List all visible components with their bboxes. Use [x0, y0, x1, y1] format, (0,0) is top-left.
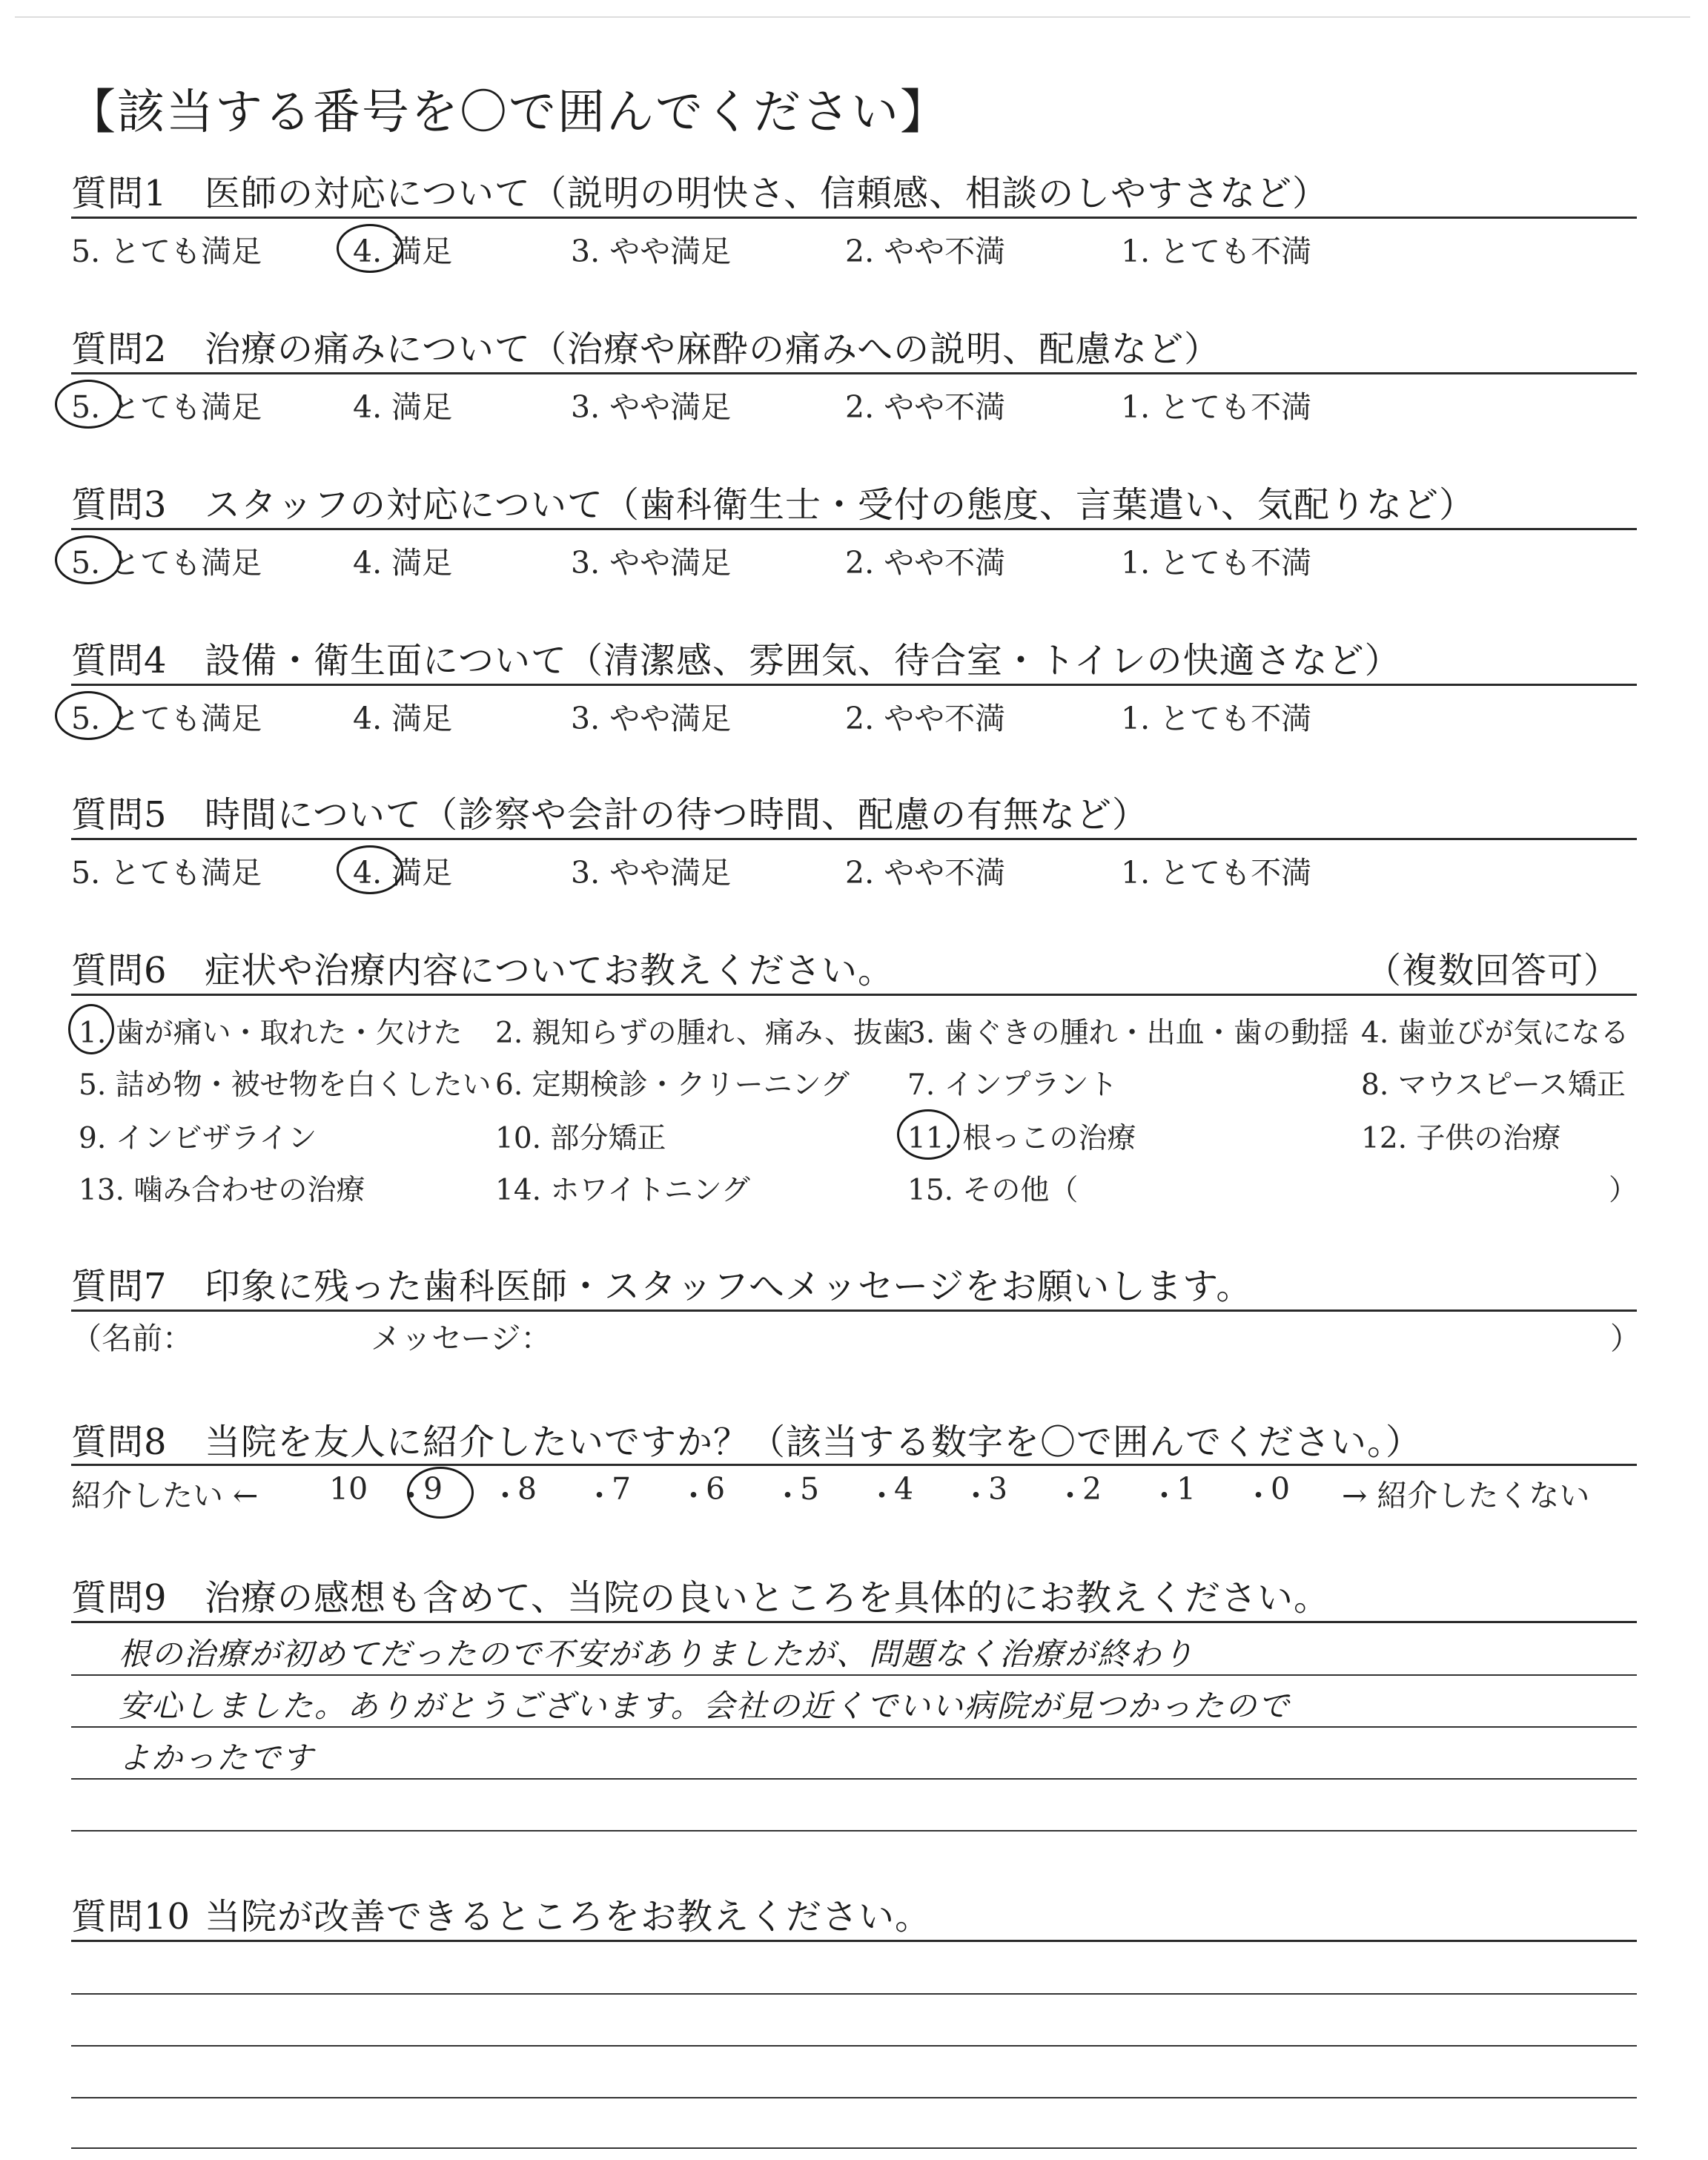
- q8-right-label: → 紹介したくない: [1342, 1478, 1590, 1513]
- q8-scale-5[interactable]: 5: [800, 1471, 820, 1507]
- q8-scale-separator: ・: [1243, 1478, 1274, 1513]
- scan-edge: [15, 16, 1690, 18]
- q7-message-label: メッセージ：: [371, 1321, 552, 1356]
- q8-selection-circle: [407, 1467, 474, 1519]
- q4-option-1[interactable]: 1. とても不満: [1121, 701, 1312, 736]
- q6-item-4[interactable]: 4. 歯並びが気になる: [1361, 1017, 1629, 1050]
- q9-answer-line-1: [71, 1674, 1637, 1676]
- q6-note: （複数回答可）: [1366, 950, 1621, 991]
- q8-scale-separator: ・: [867, 1478, 897, 1513]
- q6-item-close: ）: [1609, 1174, 1638, 1207]
- q7-name-label: （名前：: [71, 1321, 193, 1356]
- q1-text: 医師の対応について（説明の明快さ、信頼感、相談のしやすさなど）: [205, 173, 1329, 214]
- q1-rule: [71, 217, 1637, 219]
- q8-scale-4[interactable]: 4: [894, 1471, 914, 1507]
- q6-item-3[interactable]: 3. 歯ぐきの腫れ・出血・歯の動揺: [907, 1017, 1349, 1050]
- q10-answer-line-4: [71, 2147, 1637, 2149]
- q6-item-8[interactable]: 8. マウスピース矯正: [1361, 1069, 1626, 1102]
- q8-scale-separator: ・: [396, 1478, 426, 1513]
- q2-option-1[interactable]: 1. とても不満: [1121, 389, 1312, 425]
- q9-answer-line-2: [71, 1726, 1637, 1728]
- q4-rule: [71, 684, 1637, 686]
- q6-item-1[interactable]: 1. 歯が痛い・取れた・欠けた: [79, 1017, 463, 1050]
- q7-label: 質問7: [71, 1266, 168, 1307]
- q6-item-13[interactable]: 13. 噛み合わせの治療: [79, 1174, 365, 1207]
- q4-option-2[interactable]: 2. やや不満: [845, 701, 1006, 736]
- q7-text: 印象に残った歯科医師・スタッフへメッセージをお願いします。: [205, 1266, 1253, 1307]
- q2-option-3[interactable]: 3. やや満足: [571, 389, 732, 425]
- q2-option-4[interactable]: 4. 満足: [353, 389, 453, 425]
- q10-answer-line-3: [71, 2097, 1637, 2098]
- q5-option-3[interactable]: 3. やや満足: [571, 855, 732, 891]
- q3-label: 質問3: [71, 484, 168, 526]
- q9-label: 質問9: [71, 1577, 168, 1619]
- q3-selection-circle: [55, 535, 122, 584]
- q2-rule: [71, 372, 1637, 374]
- q8-scale-3[interactable]: 3: [988, 1471, 1008, 1507]
- q5-option-5[interactable]: 5. とても満足: [71, 855, 262, 891]
- q2-label: 質問2: [71, 328, 168, 370]
- q8-scale-0[interactable]: 0: [1271, 1471, 1291, 1507]
- q2-option-2[interactable]: 2. やや不満: [845, 389, 1006, 425]
- q8-scale-separator: ・: [1149, 1478, 1179, 1513]
- q9-answer-text-1: 根の治療が初めてだったので不安がありましたが、問題なく治療が終わり: [119, 1636, 1196, 1672]
- q4-option-3[interactable]: 3. やや満足: [571, 701, 732, 736]
- q5-option-1[interactable]: 1. とても不満: [1121, 855, 1312, 891]
- q1-label: 質問1: [71, 173, 168, 214]
- q5-text: 時間について（診察や会計の待つ時間、配慮の有無など）: [205, 794, 1149, 836]
- q9-answer-line-3: [71, 1778, 1637, 1780]
- q6-selection-circle-11: [897, 1109, 959, 1160]
- q4-text: 設備・衛生面について（清潔感、雰囲気、待合室・トイレの快適さなど）: [205, 640, 1401, 681]
- q8-scale-9[interactable]: 9: [423, 1471, 443, 1507]
- page-title: 【該当する番号を〇で囲んでください】: [68, 85, 949, 140]
- q8-scale-2[interactable]: 2: [1082, 1471, 1102, 1507]
- q8-scale-8[interactable]: 8: [517, 1471, 537, 1507]
- q1-option-5[interactable]: 5. とても満足: [71, 234, 262, 269]
- q1-option-4[interactable]: 4. 満足: [353, 234, 453, 269]
- q6-item-5[interactable]: 5. 詰め物・被せ物を白くしたい: [79, 1069, 491, 1102]
- q1-option-3[interactable]: 3. やや満足: [571, 234, 732, 269]
- q6-item-12[interactable]: 12. 子供の治療: [1361, 1122, 1561, 1155]
- q10-label: 質問10: [71, 1896, 191, 1938]
- q4-option-4[interactable]: 4. 満足: [353, 701, 453, 736]
- q6-label: 質問6: [71, 950, 168, 991]
- q6-item-10[interactable]: 10. 部分矯正: [495, 1122, 666, 1155]
- q2-option-5[interactable]: 5. とても満足: [71, 389, 262, 425]
- q5-option-4[interactable]: 4. 満足: [353, 855, 453, 891]
- q6-item-15[interactable]: 15. その他（: [907, 1174, 1079, 1207]
- q8-label: 質問8: [71, 1421, 168, 1463]
- q6-text: 症状や治療内容についてお教えください。: [205, 950, 895, 991]
- q3-option-2[interactable]: 2. やや不満: [845, 545, 1006, 581]
- q9-rule: [71, 1621, 1637, 1623]
- q10-rule: [71, 1940, 1637, 1942]
- q8-scale-separator: ・: [1055, 1478, 1085, 1513]
- q6-item-7[interactable]: 7. インプラント: [907, 1069, 1118, 1102]
- q3-option-5[interactable]: 5. とても満足: [71, 545, 262, 581]
- q8-scale-7[interactable]: 7: [612, 1471, 632, 1507]
- q10-answer-line-2: [71, 2045, 1637, 2047]
- q6-rule: [71, 994, 1637, 996]
- q6-item-11[interactable]: 11. 根っこの治療: [907, 1122, 1136, 1155]
- q6-item-2[interactable]: 2. 親知らずの腫れ、痛み、抜歯: [495, 1017, 912, 1050]
- q5-selection-circle: [337, 845, 403, 894]
- q8-scale-separator: ・: [772, 1478, 803, 1513]
- q3-text: スタッフの対応について（歯科衛生士・受付の態度、言葉遣い、気配りなど）: [205, 484, 1476, 526]
- q5-rule: [71, 838, 1637, 840]
- q2-selection-circle: [55, 380, 122, 429]
- q6-item-6[interactable]: 6. 定期検診・クリーニング: [495, 1069, 850, 1102]
- q8-scale-10[interactable]: 10: [329, 1471, 368, 1507]
- q5-label: 質問5: [71, 794, 168, 836]
- q8-left-label: 紹介したい ←: [71, 1478, 259, 1513]
- q3-option-3[interactable]: 3. やや満足: [571, 545, 732, 581]
- q8-rule: [71, 1464, 1637, 1466]
- q4-selection-circle: [55, 691, 122, 740]
- q8-scale-1[interactable]: 1: [1176, 1471, 1196, 1507]
- q1-option-1[interactable]: 1. とても不満: [1121, 234, 1312, 269]
- q1-selection-circle: [337, 224, 403, 273]
- q4-label: 質問4: [71, 640, 168, 681]
- q8-scale-6[interactable]: 6: [706, 1471, 726, 1507]
- q1-option-2[interactable]: 2. やや不満: [845, 234, 1006, 269]
- q8-scale-separator: ・: [961, 1478, 991, 1513]
- q9-text: 治療の感想も含めて、当院の良いところを具体的にお教えください。: [205, 1577, 1331, 1619]
- q6-item-9[interactable]: 9. インビザライン: [79, 1122, 317, 1155]
- q10-text: 当院が改善できるところをお教えください。: [205, 1896, 932, 1938]
- q6-item-14[interactable]: 14. ホワイトニング: [495, 1174, 750, 1207]
- q8-text: 当院を友人に紹介したいですか？（該当する数字を〇で囲んでください。）: [205, 1421, 1423, 1463]
- q9-answer-text-2: 安心しました。ありがとうございます。会社の近くでいい病院が見つかったので: [119, 1688, 1291, 1724]
- q10-answer-line-1: [71, 1993, 1637, 1995]
- q8-scale-separator: ・: [584, 1478, 615, 1513]
- q5-option-2[interactable]: 2. やや不満: [845, 855, 1006, 891]
- q3-option-1[interactable]: 1. とても不満: [1121, 545, 1312, 581]
- q7-close-paren: ）: [1610, 1321, 1641, 1356]
- q2-text: 治療の痛みについて（治療や麻酔の痛みへの説明、配慮など）: [205, 328, 1221, 370]
- q8-scale-separator: ・: [490, 1478, 520, 1513]
- q8-scale-separator: ・: [678, 1478, 709, 1513]
- q3-rule: [71, 528, 1637, 530]
- q6-selection-circle-1: [68, 1004, 114, 1054]
- q9-answer-text-3: よかったです: [119, 1740, 315, 1776]
- q7-rule: [71, 1309, 1637, 1312]
- q4-option-5[interactable]: 5. とても満足: [71, 701, 262, 736]
- q3-option-4[interactable]: 4. 満足: [353, 545, 453, 581]
- q9-answer-line-4: [71, 1830, 1637, 1832]
